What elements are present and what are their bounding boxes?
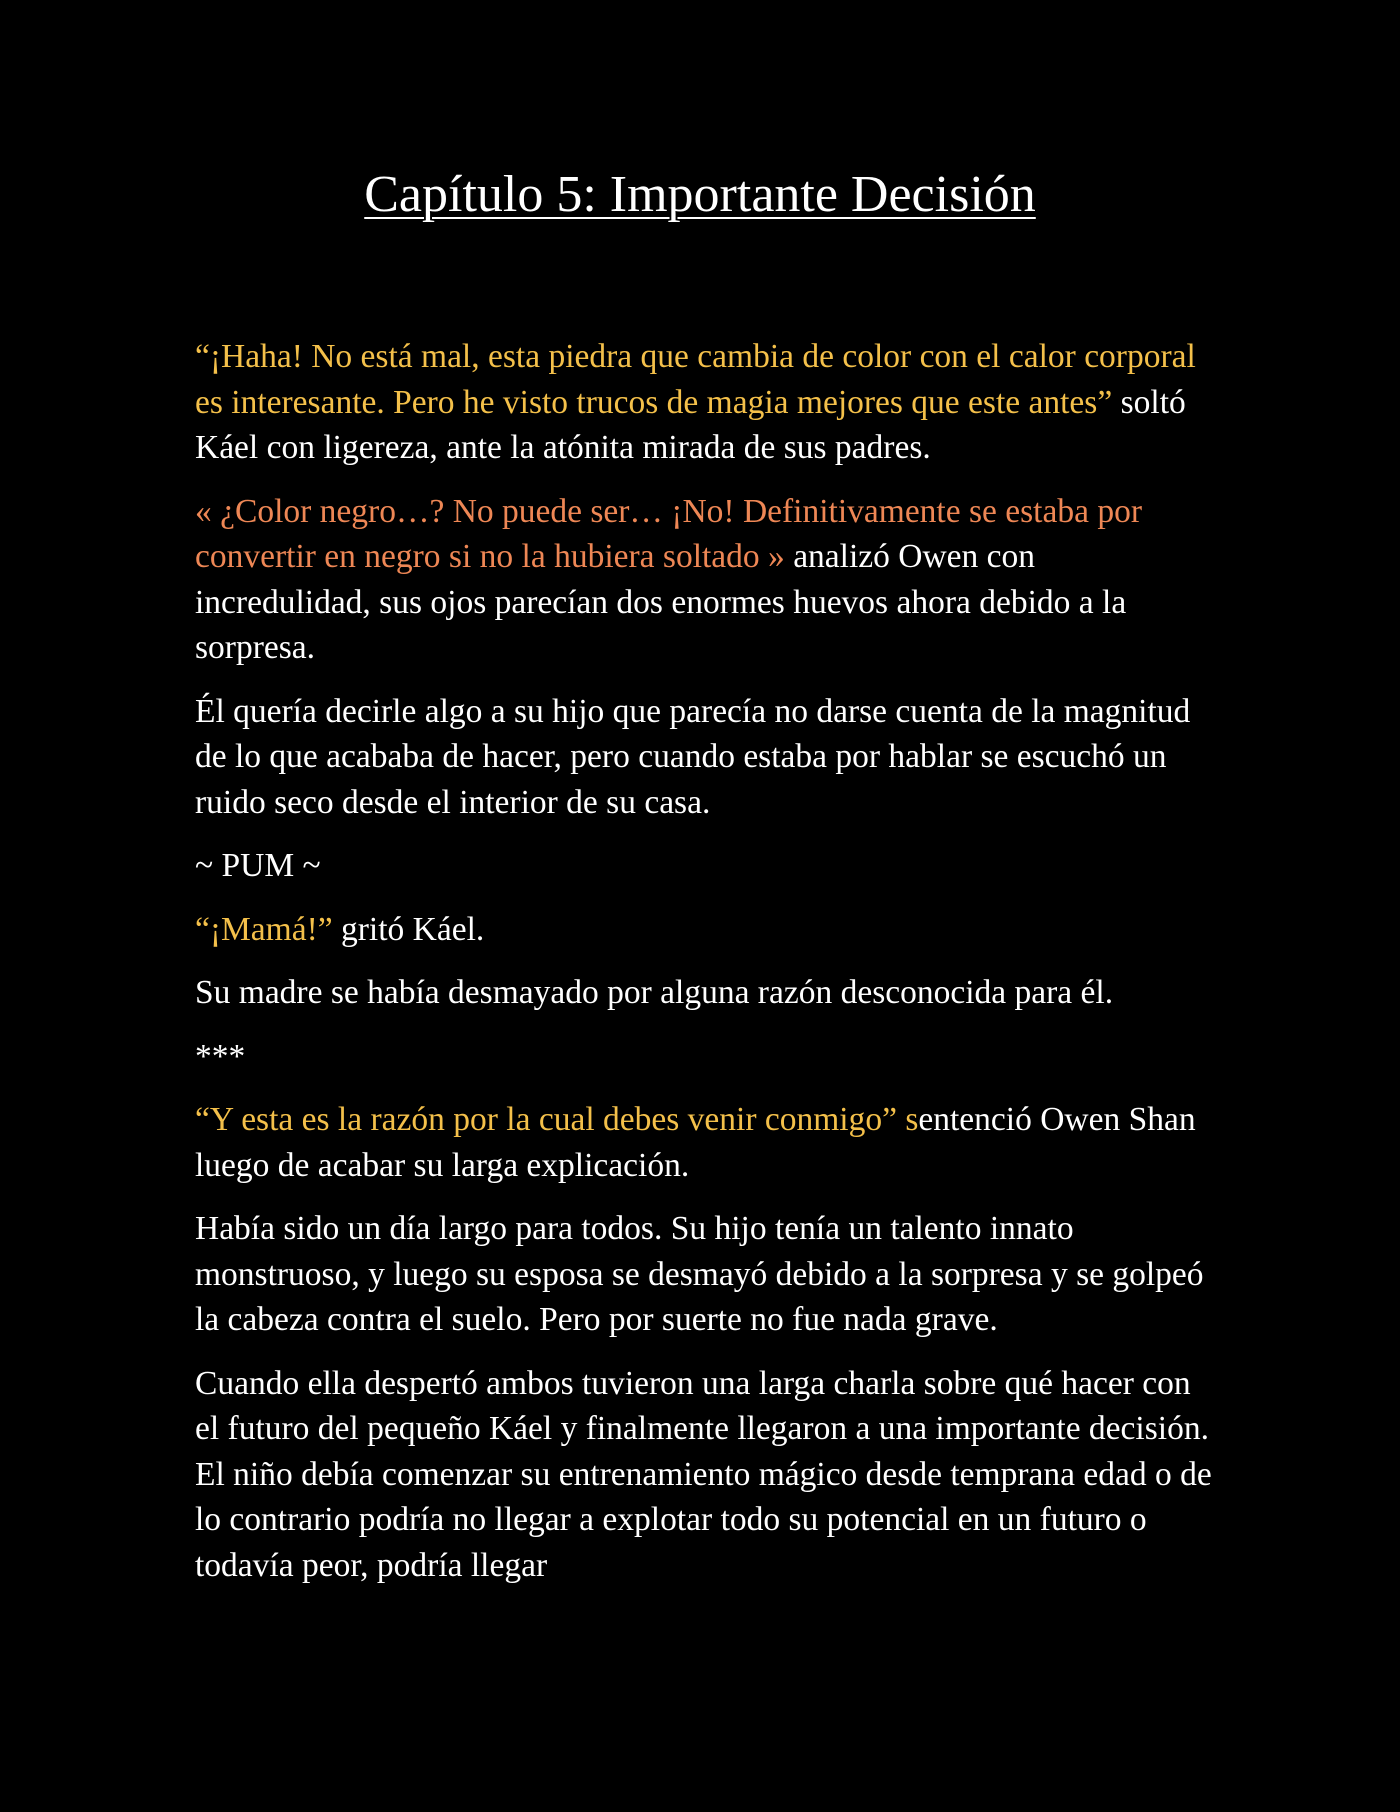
narration-text: Él quería decirle algo a su hijo que parecía no darse cuenta de la magnitud de lo que acababa de hacer, pero cuando estaba por hablar se escuchó un ruido seco desde el interior de su casa. bbox=[195, 692, 1191, 821]
paragraph bbox=[195, 489, 1215, 671]
paragraph bbox=[195, 1097, 1215, 1188]
paragraph bbox=[195, 1206, 1215, 1343]
narration-text: gritó Káel. bbox=[332, 910, 485, 948]
thought-text: « ¿Color negro…? No puede ser… ¡No! Definitivamente se estaba por convertir en negro si no la hubiera soltado » bbox=[195, 492, 1142, 575]
narration-text: analizó Owen con incredulidad, sus ojos parecían dos enormes huevos ahora debido a la sorpresa. bbox=[195, 538, 1127, 666]
paragraph bbox=[195, 689, 1215, 826]
paragraph bbox=[195, 1361, 1215, 1589]
chapter-title-text: Capítulo 5: Importante Decisión bbox=[364, 166, 1036, 223]
narration-text: Había sido un día largo para todos. Su hijo tenía un talento innato monstruoso, y luego su esposa se desmayó debido a la sorpresa y se golpeó la cabeza contra el suelo. Pero por suerte no fue nada grave. bbox=[195, 1210, 1204, 1338]
dialogue-text: “¡Haha! No está mal, esta piedra que cambia de color con el calor corporal es interesante. Pero he visto trucos de magia mejores que este antes” bbox=[195, 338, 1196, 421]
paragraph bbox=[195, 970, 1215, 1016]
narration-text: ~ PUM ~ bbox=[195, 847, 321, 884]
narration-text: Cuando ella despertó ambos tuvieron una larga charla sobre qué hacer con el futuro del pequeño Káel y finalmente llegaron a una importante decisión. El niño debía comenzar su entrenamiento mágico desde temprana edad o de lo contrario podría no llegar a explotar todo su potencial en un futuro o todavía peor, podría llegar bbox=[195, 1364, 1212, 1584]
dialogue-text: “Y esta es la razón por la cual debes venir conmigo” s bbox=[195, 1101, 919, 1138]
narration-text: entenció Owen Shan luego de acabar su larga explicación. bbox=[195, 1101, 1196, 1184]
narration-text: soltó Káel con ligereza, ante la atónita mirada de sus padres. bbox=[195, 383, 1186, 466]
narration-text: Su madre se había desmayado por alguna razón desconocida para él. bbox=[195, 974, 1114, 1011]
dialogue-text: “¡Mamá!” bbox=[195, 910, 333, 948]
narration-text: *** bbox=[195, 1037, 246, 1075]
paragraph bbox=[195, 334, 1215, 471]
chapter-title bbox=[0, 160, 1400, 230]
sound-effect bbox=[195, 843, 1215, 889]
chapter-body bbox=[195, 334, 1215, 1606]
scene-break bbox=[195, 1034, 1215, 1080]
paragraph bbox=[195, 907, 1215, 953]
